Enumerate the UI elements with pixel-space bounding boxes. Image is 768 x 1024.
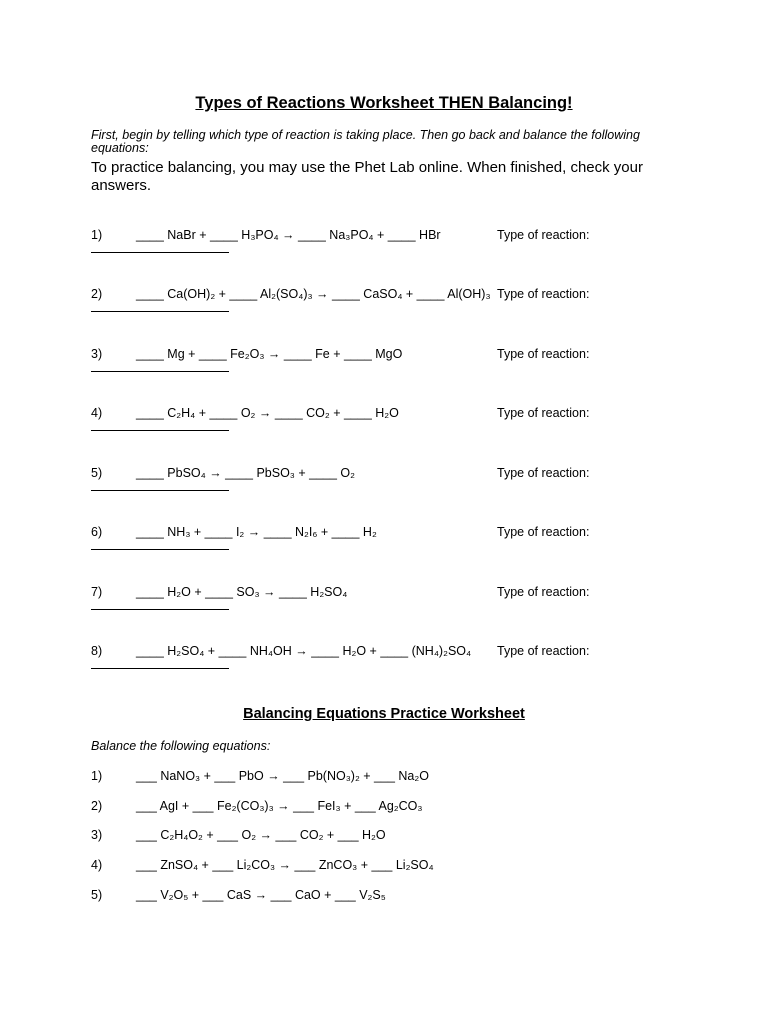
reaction-equation: ____ NaBr + ____ H₃PO₄ → ____ Na₃PO₄ + ____ HBr xyxy=(136,228,441,242)
reaction-equation: ____ H₂O + ____ SO₃ → ____ H₂SO₄ xyxy=(136,585,348,599)
answer-line[interactable] xyxy=(91,668,229,669)
answer-line[interactable] xyxy=(91,311,229,312)
question-number: 3) xyxy=(91,828,103,842)
question-number: 1) xyxy=(91,228,103,242)
question-number: 2) xyxy=(91,287,103,301)
type-of-reaction-label: Type of reaction: xyxy=(497,585,590,599)
reaction-equation: ____ PbSO₄ → ____ PbSO₃ + ____ O₂ xyxy=(136,466,356,480)
type-of-reaction-label: Type of reaction: xyxy=(497,525,590,539)
type-of-reaction-label: Type of reaction: xyxy=(497,347,590,361)
reaction-equation: ____ NH₃ + ____ I₂ → ____ N₂I₆ + ____ H₂ xyxy=(136,525,377,539)
question-number: 4) xyxy=(91,406,103,420)
type-of-reaction-label: Type of reaction: xyxy=(497,287,590,301)
reaction-equation: ____ Mg + ____ Fe₂O₃ → ____ Fe + ____ MgO xyxy=(136,347,403,361)
answer-line[interactable] xyxy=(91,490,229,491)
question-number: 5) xyxy=(91,466,103,480)
equation-text: ___ ZnSO₄ + ___ Li₂CO₃ → ___ ZnCO₃ + ___ Li₂SO₄ xyxy=(136,858,434,872)
question-number: 8) xyxy=(91,644,103,658)
type-of-reaction-label: Type of reaction: xyxy=(497,644,590,658)
question-number: 3) xyxy=(91,347,103,361)
worksheet-title: Types of Reactions Worksheet THEN Balancing! xyxy=(195,94,573,112)
practice-section-title: Balancing Equations Practice Worksheet xyxy=(243,706,525,722)
type-of-reaction-label: Type of reaction: xyxy=(497,466,590,480)
type-of-reaction-label: Type of reaction: xyxy=(497,406,590,420)
reaction-equation: ____ C₂H₄ + ____ O₂ → ____ CO₂ + ____ H₂O xyxy=(136,406,399,420)
answer-line[interactable] xyxy=(91,371,229,372)
equation-text: ___ AgI + ___ Fe₂(CO₃)₃ → ___ FeI₃ + ___ Ag₂CO₃ xyxy=(136,799,423,813)
question-number: 1) xyxy=(91,769,103,783)
instructions-italic: First, begin by telling which type of reaction is taking place. Then go back and balance the following equations: xyxy=(91,128,640,155)
answer-line[interactable] xyxy=(91,252,229,253)
question-number: 2) xyxy=(91,799,103,813)
equation-text: ___ C₂H₄O₂ + ___ O₂ → ___ CO₂ + ___ H₂O xyxy=(136,828,386,842)
answer-line[interactable] xyxy=(91,430,229,431)
answer-line[interactable] xyxy=(91,609,229,610)
question-number: 4) xyxy=(91,858,103,872)
equation-text: ___ NaNO₃ + ___ PbO → ___ Pb(NO₃)₂ + ___ Na₂O xyxy=(136,769,429,783)
reaction-equation: ____ Ca(OH)₂ + ____ Al₂(SO₄)₃ → ____ CaSO₄ + ____ Al(OH)₃ xyxy=(136,287,491,301)
practice-instructions: Balance the following equations: xyxy=(91,739,271,753)
reaction-equation: ____ H₂SO₄ + ____ NH₄OH → ____ H₂O + ____ (NH₄)₂SO₄ xyxy=(136,644,472,658)
question-number: 6) xyxy=(91,525,103,539)
answer-line[interactable] xyxy=(91,549,229,550)
instructions-phet: To practice balancing, you may use the Phet Lab online. When finished, check your answers. xyxy=(91,159,643,194)
type-of-reaction-label: Type of reaction: xyxy=(497,228,590,242)
question-number: 7) xyxy=(91,585,103,599)
equation-text: ___ V₂O₅ + ___ CaS → ___ CaO + ___ V₂S₅ xyxy=(136,888,386,902)
question-number: 5) xyxy=(91,888,103,902)
